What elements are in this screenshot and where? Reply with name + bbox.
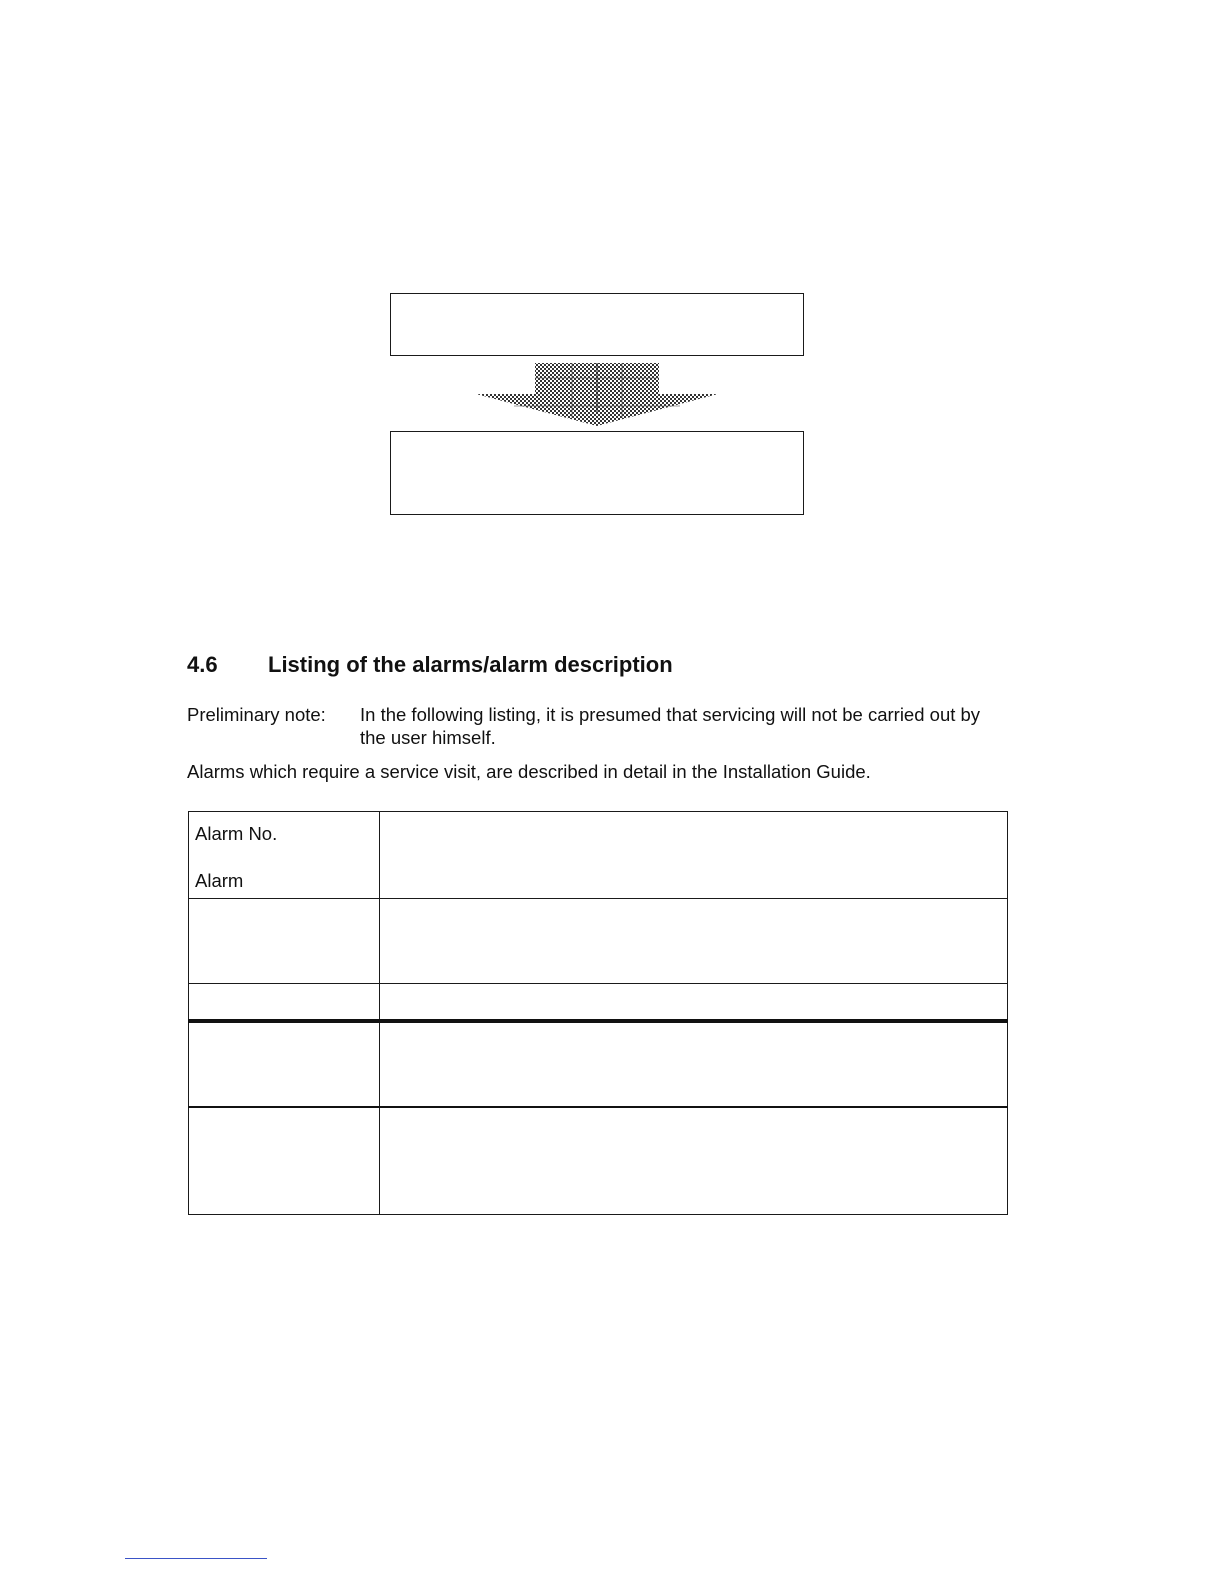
flow-box-bottom	[390, 431, 804, 515]
table-cell	[189, 984, 380, 1021]
preliminary-note-label: Preliminary note:	[187, 704, 326, 725]
table-cell	[380, 1021, 1008, 1107]
alarm-no-label: Alarm No.	[195, 823, 278, 844]
flow-box-top	[390, 293, 804, 356]
table-row	[189, 1021, 1008, 1107]
table-row	[189, 1107, 1008, 1215]
section-number: 4.6	[187, 652, 218, 677]
table-cell	[380, 984, 1008, 1021]
preliminary-note-text: In the following listing, it is presumed that servicing will not be carried out by the user himself.	[360, 704, 981, 748]
alarm-header-cell	[189, 812, 380, 899]
section-heading	[187, 652, 673, 678]
table-cell	[380, 1107, 1008, 1215]
footnote-separator	[125, 1558, 267, 1559]
alarm-label: Alarm	[195, 870, 244, 891]
alarm-table	[188, 811, 1008, 1215]
alarm-description-cell	[380, 812, 1008, 899]
table-row	[189, 984, 1008, 1021]
table-cell	[380, 899, 1008, 984]
down-arrow-icon	[474, 362, 720, 428]
table-cell	[189, 899, 380, 984]
alarm-intro-text: Alarms which require a service visit, are described in detail in the Installation Guide.	[187, 761, 871, 782]
section-title: Listing of the alarms/alarm description	[268, 652, 673, 677]
table-row	[189, 812, 1008, 899]
table-cell	[189, 1021, 380, 1107]
table-cell	[189, 1107, 380, 1215]
table-row	[189, 899, 1008, 984]
